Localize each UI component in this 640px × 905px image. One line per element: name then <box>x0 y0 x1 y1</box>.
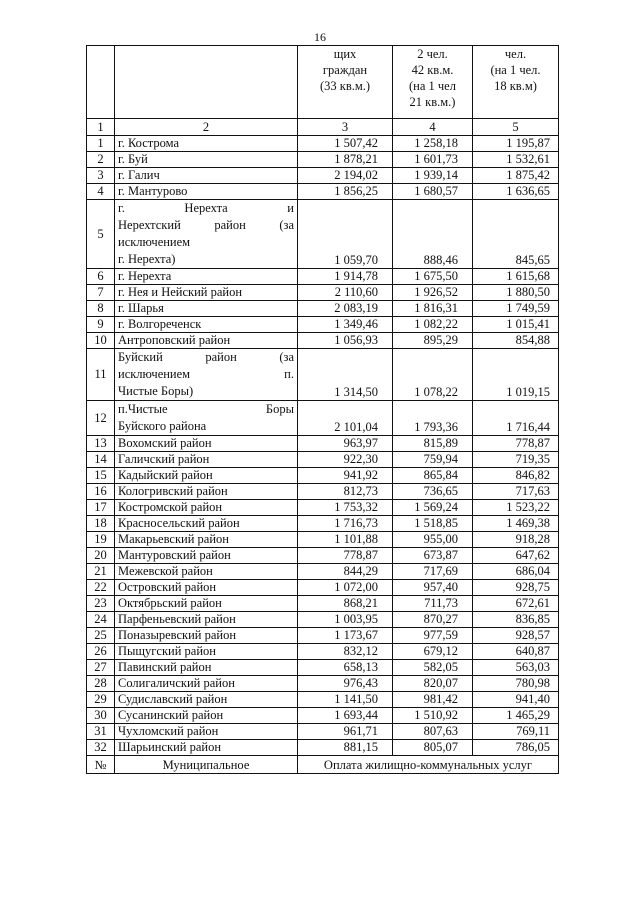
payment-value-col5: 647,62 <box>473 548 559 564</box>
municipality-name-line: г. Нерехта) <box>118 252 176 266</box>
row-number: 6 <box>87 269 115 285</box>
payment-value-col5: 1 195,87 <box>473 136 559 152</box>
payment-value-col3: 832,12 <box>298 644 393 660</box>
municipality-name <box>115 200 298 269</box>
table-row <box>87 317 559 333</box>
municipality-name: Островский район <box>115 580 298 596</box>
payment-value-col5: 1 636,65 <box>473 184 559 200</box>
payment-value-col4: 955,00 <box>393 532 473 548</box>
payment-value-col5: 928,75 <box>473 580 559 596</box>
header-cell-col3 <box>298 46 393 119</box>
payment-value-col4: 977,59 <box>393 628 473 644</box>
payment-value-col3: 1 349,46 <box>298 317 393 333</box>
payment-value-col4: 1 675,50 <box>393 269 473 285</box>
payment-value-col4: 1 258,18 <box>393 136 473 152</box>
payment-value-col5: 836,85 <box>473 612 559 628</box>
payment-value-col3: 1 003,95 <box>298 612 393 628</box>
row-number: 31 <box>87 724 115 740</box>
header-col3-line: граждан <box>322 63 368 77</box>
table-row <box>87 596 559 612</box>
row-number: 1 <box>87 136 115 152</box>
municipality-name: Пыщугский район <box>115 644 298 660</box>
payment-value-col4: 957,40 <box>393 580 473 596</box>
table-row <box>87 333 559 349</box>
row-number: 3 <box>87 168 115 184</box>
header-col5-line: чел. <box>504 47 527 61</box>
payment-value-col5: 1 019,15 <box>473 349 559 401</box>
municipality-name-line: исключением п. <box>118 367 294 381</box>
row-number: 15 <box>87 468 115 484</box>
table-row <box>87 349 559 401</box>
payment-value-col3: 1 141,50 <box>298 692 393 708</box>
municipality-name-line: Буйского района <box>118 419 207 433</box>
table-row <box>87 301 559 317</box>
payment-value-col3: 812,73 <box>298 484 393 500</box>
index-cell: 5 <box>473 119 559 136</box>
payment-value-col5: 717,63 <box>473 484 559 500</box>
table-body <box>87 46 559 774</box>
payment-value-col5: 918,28 <box>473 532 559 548</box>
municipality-name: Судиславский район <box>115 692 298 708</box>
payment-value-col4: 820,07 <box>393 676 473 692</box>
header-col4-line: 42 кв.м. <box>411 63 454 77</box>
table-row <box>87 564 559 580</box>
row-number: 22 <box>87 580 115 596</box>
municipality-name-line: исключением <box>118 235 191 249</box>
payment-value-col3: 881,15 <box>298 740 393 756</box>
municipality-name: г. Кострома <box>115 136 298 152</box>
payment-value-col4: 1 078,22 <box>393 349 473 401</box>
row-number: 12 <box>87 401 115 436</box>
row-number: 9 <box>87 317 115 333</box>
payment-value-col3: 2 083,19 <box>298 301 393 317</box>
payment-value-col4: 1 680,57 <box>393 184 473 200</box>
row-number: 17 <box>87 500 115 516</box>
payment-value-col4: 679,12 <box>393 644 473 660</box>
municipality-name: г. Нерехта <box>115 269 298 285</box>
row-number: 28 <box>87 676 115 692</box>
municipality-name: Макарьевский район <box>115 532 298 548</box>
payment-value-col4: 1 939,14 <box>393 168 473 184</box>
payment-value-col4: 673,87 <box>393 548 473 564</box>
header-cell-name <box>115 46 298 119</box>
table-row <box>87 612 559 628</box>
index-cell: 4 <box>393 119 473 136</box>
row-number: 5 <box>87 200 115 269</box>
municipality-name-line: Чистые Боры) <box>118 384 194 398</box>
payment-value-col4: 805,07 <box>393 740 473 756</box>
municipality-name: Вохомский район <box>115 436 298 452</box>
header-col5-line: (на 1 чел. <box>490 63 541 77</box>
payment-value-col5: 845,65 <box>473 200 559 269</box>
column-index-row <box>87 119 559 136</box>
payment-value-col3: 1 856,25 <box>298 184 393 200</box>
payment-value-col5: 941,40 <box>473 692 559 708</box>
payment-value-col5: 1 749,59 <box>473 301 559 317</box>
municipality-name <box>115 349 298 401</box>
payment-value-col3: 2 194,02 <box>298 168 393 184</box>
index-cell: 3 <box>298 119 393 136</box>
municipality-name: Костромской район <box>115 500 298 516</box>
municipality-name: Мантуровский район <box>115 548 298 564</box>
payment-value-col4: 717,69 <box>393 564 473 580</box>
table-row <box>87 200 559 269</box>
row-number: 10 <box>87 333 115 349</box>
payment-value-col4: 711,73 <box>393 596 473 612</box>
footer-payment-label: Оплата жилищно-коммунальных услуг <box>298 756 559 774</box>
municipality-name: г. Галич <box>115 168 298 184</box>
payment-value-col4: 582,05 <box>393 660 473 676</box>
payment-value-col5: 1 532,61 <box>473 152 559 168</box>
row-number: 13 <box>87 436 115 452</box>
page-number: 16 <box>314 30 326 44</box>
municipality-name-line: г. Нерехта и <box>118 201 294 215</box>
table-row <box>87 724 559 740</box>
payment-value-col3: 1 101,88 <box>298 532 393 548</box>
payment-value-col3: 1 693,44 <box>298 708 393 724</box>
table-row <box>87 136 559 152</box>
header-col3-line: щих <box>333 47 357 61</box>
table-row <box>87 168 559 184</box>
payment-value-col5: 1 469,38 <box>473 516 559 532</box>
municipality-name: г. Мантурово <box>115 184 298 200</box>
payment-value-col5: 1 465,29 <box>473 708 559 724</box>
payment-value-col4: 736,65 <box>393 484 473 500</box>
header-cell-col5 <box>473 46 559 119</box>
payment-value-col4: 1 793,36 <box>393 401 473 436</box>
municipality-name: Красносельский район <box>115 516 298 532</box>
header-col5-line: 18 кв.м) <box>494 79 537 93</box>
row-number: 24 <box>87 612 115 628</box>
table-row <box>87 500 559 516</box>
payment-value-col3: 922,30 <box>298 452 393 468</box>
payment-value-col4: 1 601,73 <box>393 152 473 168</box>
payment-value-col3: 2 101,04 <box>298 401 393 436</box>
payment-value-col3: 658,13 <box>298 660 393 676</box>
municipality-name: Павинский район <box>115 660 298 676</box>
municipality-name: Парфеньевский район <box>115 612 298 628</box>
row-number: 26 <box>87 644 115 660</box>
municipality-name: Антроповский район <box>115 333 298 349</box>
payment-value-col3: 1 753,32 <box>298 500 393 516</box>
header-row <box>87 46 559 119</box>
payment-value-col5: 1 716,44 <box>473 401 559 436</box>
payment-value-col5: 780,98 <box>473 676 559 692</box>
payment-value-col5: 640,87 <box>473 644 559 660</box>
payment-value-col3: 844,29 <box>298 564 393 580</box>
table-row <box>87 532 559 548</box>
payment-value-col5: 769,11 <box>473 724 559 740</box>
payment-value-col3: 1 056,93 <box>298 333 393 349</box>
table-row <box>87 580 559 596</box>
municipality-name: Поназыревский район <box>115 628 298 644</box>
table-row <box>87 708 559 724</box>
payment-value-col4: 1 816,31 <box>393 301 473 317</box>
header-col3-line: (33 кв.м.) <box>319 79 371 93</box>
payment-value-col4: 870,27 <box>393 612 473 628</box>
payment-value-col3: 963,97 <box>298 436 393 452</box>
payment-value-col3: 2 110,60 <box>298 285 393 301</box>
payment-value-col3: 1 173,67 <box>298 628 393 644</box>
table-row <box>87 516 559 532</box>
footer-number-label: № <box>87 756 115 774</box>
payment-value-col4: 807,63 <box>393 724 473 740</box>
payment-value-col5: 1 615,68 <box>473 269 559 285</box>
payment-value-col3: 1 072,00 <box>298 580 393 596</box>
payment-value-col5: 672,61 <box>473 596 559 612</box>
table-row <box>87 285 559 301</box>
table-row <box>87 401 559 436</box>
municipality-name: Кадыйский район <box>115 468 298 484</box>
payment-value-col5: 1 880,50 <box>473 285 559 301</box>
payment-value-col3: 1 507,42 <box>298 136 393 152</box>
footer-row <box>87 756 559 774</box>
payment-value-col4: 1 518,85 <box>393 516 473 532</box>
payment-value-col3: 941,92 <box>298 468 393 484</box>
row-number: 25 <box>87 628 115 644</box>
municipality-name: Галичский район <box>115 452 298 468</box>
header-cell-number <box>87 46 115 119</box>
housing-payment-table <box>86 45 559 774</box>
payment-value-col4: 895,29 <box>393 333 473 349</box>
table-row <box>87 740 559 756</box>
row-number: 7 <box>87 285 115 301</box>
row-number: 8 <box>87 301 115 317</box>
table-row <box>87 692 559 708</box>
index-cell: 2 <box>115 119 298 136</box>
table-row <box>87 484 559 500</box>
payment-value-col5: 1 523,22 <box>473 500 559 516</box>
payment-value-col3: 1 314,50 <box>298 349 393 401</box>
table-row <box>87 660 559 676</box>
payment-value-col3: 1 914,78 <box>298 269 393 285</box>
payment-value-col3: 1 059,70 <box>298 200 393 269</box>
payment-value-col5: 786,05 <box>473 740 559 756</box>
municipality-name: г. Нея и Нейский район <box>115 285 298 301</box>
payment-value-col3: 1 716,73 <box>298 516 393 532</box>
table-row <box>87 676 559 692</box>
payment-value-col4: 1 082,22 <box>393 317 473 333</box>
municipality-name-line: Нерехтский район (за <box>118 218 294 232</box>
payment-value-col3: 778,87 <box>298 548 393 564</box>
table-row <box>87 436 559 452</box>
payment-value-col5: 928,57 <box>473 628 559 644</box>
row-number: 20 <box>87 548 115 564</box>
table-row <box>87 452 559 468</box>
payment-value-col4: 759,94 <box>393 452 473 468</box>
municipality-name: Чухломский район <box>115 724 298 740</box>
row-number: 29 <box>87 692 115 708</box>
payment-value-col5: 563,03 <box>473 660 559 676</box>
municipality-name: г. Шарья <box>115 301 298 317</box>
row-number: 2 <box>87 152 115 168</box>
row-number: 30 <box>87 708 115 724</box>
payment-value-col5: 854,88 <box>473 333 559 349</box>
payment-value-col4: 888,46 <box>393 200 473 269</box>
payment-value-col4: 815,89 <box>393 436 473 452</box>
payment-value-col5: 846,82 <box>473 468 559 484</box>
payment-value-col5: 778,87 <box>473 436 559 452</box>
municipality-name: Сусанинский район <box>115 708 298 724</box>
payment-value-col3: 1 878,21 <box>298 152 393 168</box>
table-row <box>87 628 559 644</box>
payment-value-col5: 719,35 <box>473 452 559 468</box>
payment-value-col4: 865,84 <box>393 468 473 484</box>
row-number: 18 <box>87 516 115 532</box>
payment-value-col4: 981,42 <box>393 692 473 708</box>
payment-value-col3: 961,71 <box>298 724 393 740</box>
municipality-name: Солигаличский район <box>115 676 298 692</box>
index-cell: 1 <box>87 119 115 136</box>
payment-value-col4: 1 569,24 <box>393 500 473 516</box>
payment-value-col3: 976,43 <box>298 676 393 692</box>
table-row <box>87 644 559 660</box>
table-row <box>87 548 559 564</box>
municipality-name: Кологривский район <box>115 484 298 500</box>
payment-value-col4: 1 926,52 <box>393 285 473 301</box>
municipality-name <box>115 401 298 436</box>
row-number: 16 <box>87 484 115 500</box>
table-row <box>87 152 559 168</box>
row-number: 27 <box>87 660 115 676</box>
row-number: 21 <box>87 564 115 580</box>
municipality-name: г. Волгореченск <box>115 317 298 333</box>
header-cell-col4 <box>393 46 473 119</box>
table-row <box>87 184 559 200</box>
payment-value-col5: 686,04 <box>473 564 559 580</box>
municipality-name-line: Буйский район (за <box>118 350 294 364</box>
municipality-name-line: п.Чистые Боры <box>118 402 294 416</box>
row-number: 4 <box>87 184 115 200</box>
municipality-name: Октябрьский район <box>115 596 298 612</box>
municipality-name: Межевской район <box>115 564 298 580</box>
header-col4-line: (на 1 чел <box>409 79 456 93</box>
header-col4-line: 2 чел. <box>417 47 448 61</box>
payment-value-col4: 1 510,92 <box>393 708 473 724</box>
payment-value-col5: 1 875,42 <box>473 168 559 184</box>
row-number: 32 <box>87 740 115 756</box>
payment-value-col5: 1 015,41 <box>473 317 559 333</box>
table-row <box>87 269 559 285</box>
row-number: 23 <box>87 596 115 612</box>
payment-value-col3: 868,21 <box>298 596 393 612</box>
header-col4-line: 21 кв.м.) <box>409 95 456 109</box>
row-number: 14 <box>87 452 115 468</box>
municipality-name: г. Буй <box>115 152 298 168</box>
row-number: 11 <box>87 349 115 401</box>
municipality-name: Шарьинский район <box>115 740 298 756</box>
row-number: 19 <box>87 532 115 548</box>
table-row <box>87 468 559 484</box>
footer-municipal-label: Муниципальное <box>115 756 298 774</box>
